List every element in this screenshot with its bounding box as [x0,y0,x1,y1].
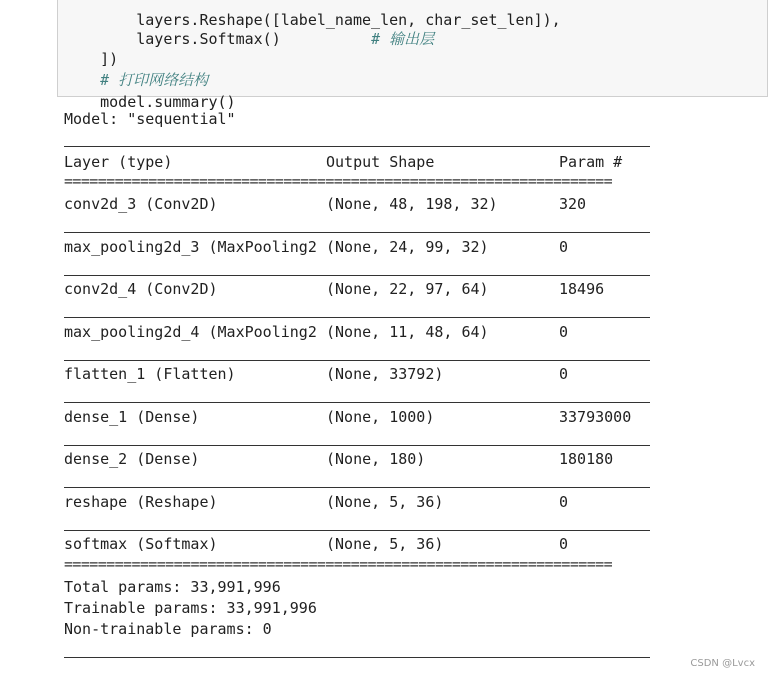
header-output-shape: Output Shape [326,153,435,171]
row-layer-name: dense_2 (Dense) [64,450,200,468]
code-comment-print-structure: # 打印网络结构 [100,71,209,89]
row-layer-name: reshape (Reshape) [64,493,218,511]
bottom-rule [64,657,650,658]
row-divider [64,530,650,531]
code-text: layers.Softmax() [100,30,372,48]
row-param: 0 [559,323,569,341]
row-output-shape: (None, 22, 97, 64) [326,280,489,298]
row-layer-name: softmax (Softmax) [64,535,218,553]
row-divider [64,317,650,318]
row-param: 33793000 [559,408,632,426]
footer-double-rule: ================================================================= [64,555,613,573]
row-layer-name: conv2d_4 (Conv2D) [64,280,218,298]
row-layer-name: dense_1 (Dense) [64,408,200,426]
row-divider [64,402,650,403]
row-param: 180180 [559,450,614,468]
row-output-shape: (None, 33792) [326,365,444,383]
header-param: Param # [559,153,623,171]
row-divider [64,487,650,488]
code-line-close [64,29,119,68]
row-output-shape: (None, 5, 36) [326,493,444,511]
row-divider [64,360,650,361]
row-output-shape: (None, 11, 48, 64) [326,323,489,341]
row-output-shape: (None, 1000) [326,408,435,426]
row-layer-name: flatten_1 (Flatten) [64,365,236,383]
header-double-rule: ================================================================= [64,172,613,190]
total-params: Total params: 33,991,996 [64,578,281,596]
row-divider [64,275,650,276]
row-layer-name: max_pooling2d_4 (MaxPooling2 [64,323,317,341]
header-layer: Layer (type) [64,153,173,171]
row-param: 0 [559,238,569,256]
row-divider [64,445,650,446]
row-layer-name: max_pooling2d_3 (MaxPooling2 [64,238,317,256]
row-param: 0 [559,535,569,553]
trainable-params: Trainable params: 33,991,996 [64,599,317,617]
row-param: 0 [559,365,569,383]
row-param: 18496 [559,280,605,298]
code-line-softmax [64,9,435,48]
model-name-line: Model: "sequential" [64,110,236,128]
row-param: 0 [559,493,569,511]
code-line-comment-print [64,50,209,89]
row-divider [64,232,650,233]
code-line-summary [64,72,236,111]
watermark-text: CSDN @Lvcx [690,658,755,669]
row-output-shape: (None, 5, 36) [326,535,444,553]
row-param: 320 [559,195,587,213]
non-trainable-params: Non-trainable params: 0 [64,620,272,638]
code-text: model.summary() [100,93,236,111]
row-output-shape: (None, 24, 99, 32) [326,238,489,256]
code-comment-output-layer: # 输出层 [371,30,435,48]
top-rule [64,146,650,147]
code-text: layers.Reshape([label_name_len, char_set_len]), [100,11,561,29]
code-text: ]) [100,50,119,68]
code-cell[interactable] [57,0,768,111]
row-layer-name: conv2d_3 (Conv2D) [64,195,218,213]
row-output-shape: (None, 180) [326,450,426,468]
row-output-shape: (None, 48, 198, 32) [326,195,498,213]
